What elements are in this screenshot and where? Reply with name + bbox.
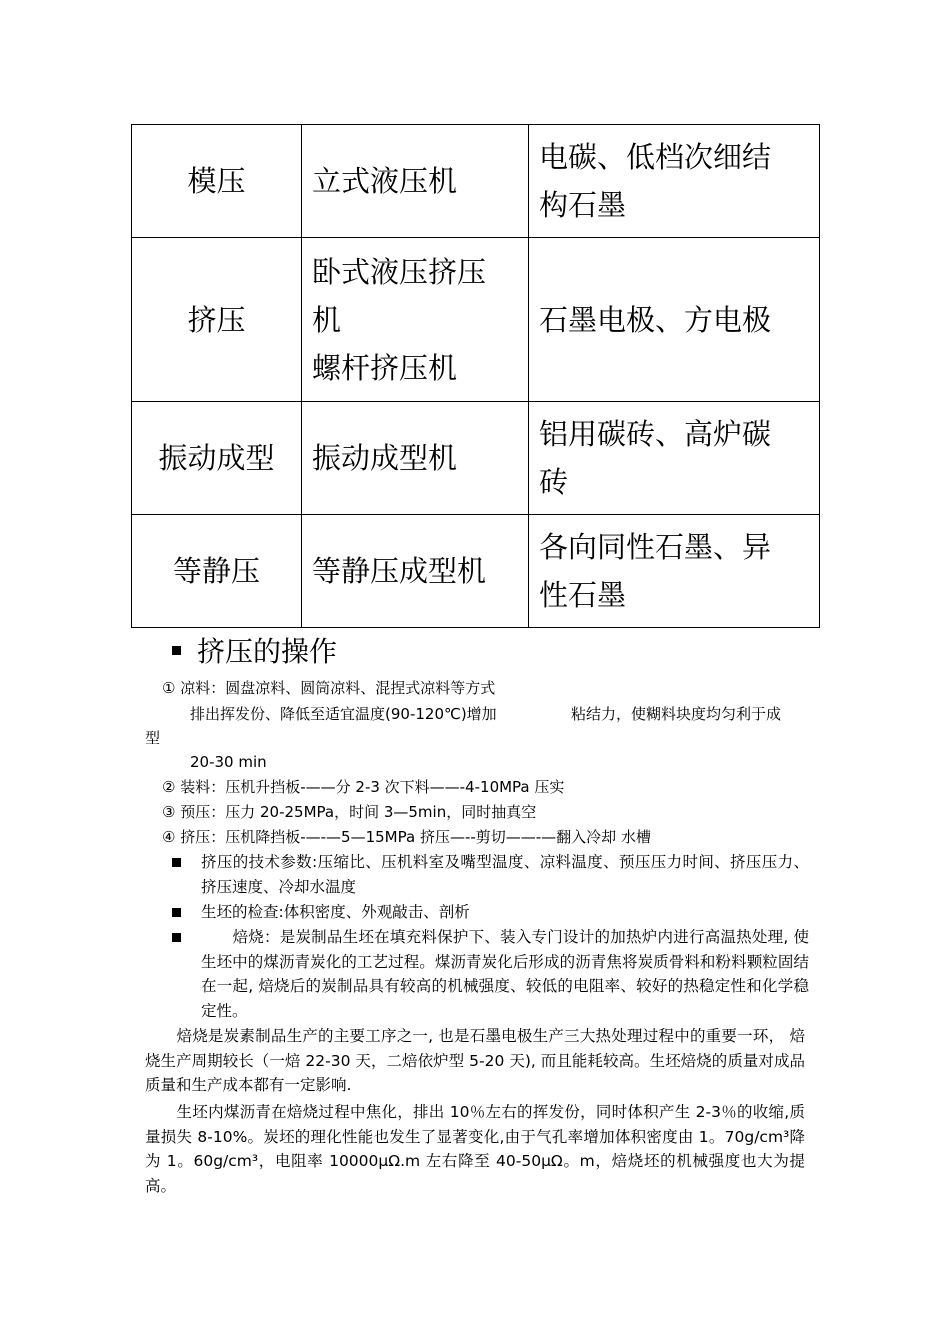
- method-cell: 挤压: [132, 238, 302, 402]
- forming-methods-table: [131, 124, 820, 628]
- products-line: 各向同性石墨、异: [539, 530, 772, 564]
- step-3-line: ③ 预压：压力 20-25MPa，时间 3—5min，同时抽真空: [162, 803, 537, 821]
- equipment-cell: [302, 515, 529, 628]
- table-row: [132, 515, 820, 628]
- bullet-item: [172, 900, 812, 925]
- method-cell: 振动成型: [132, 402, 302, 515]
- products-line: 石墨电极、方电极: [539, 302, 772, 337]
- method-cell: 等静压: [132, 515, 302, 628]
- equipment-line: 振动成型机: [312, 441, 458, 475]
- equipment-line: 卧式液压挤压: [312, 254, 487, 289]
- step-4-line: ④ 挤压：压机降挡板-—-—5—15MPa 挤压—--剪切——-—翻入冷却 水槽: [162, 828, 651, 846]
- step-1-detail-wrap: 型: [145, 729, 161, 747]
- products-line: 砖: [539, 465, 569, 499]
- bullet-text: 生坯的检查:体积密度、外观敲击、剖析: [201, 903, 470, 921]
- equipment-line: 螺杆挤压机: [312, 350, 458, 385]
- step-1-line: ① 凉料：圆盘凉料、圆筒凉料、混捏式凉料等方式: [162, 679, 496, 697]
- square-bullet-icon: [172, 858, 181, 867]
- products-line: 构石墨: [539, 188, 627, 222]
- table-row: [132, 238, 820, 402]
- products-cell: [529, 238, 820, 402]
- section-heading-text: 挤压的操作: [197, 635, 338, 668]
- equipment-line: 立式液压机: [312, 164, 458, 198]
- method-cell: 模压: [132, 125, 302, 238]
- equipment-cell: [302, 402, 529, 515]
- step-1-detail-cont: 粘结力，使糊料块度均匀利于成: [571, 705, 782, 723]
- products-cell: [529, 402, 820, 515]
- table-row: [132, 402, 820, 515]
- products-line: 电碳、低档次细结: [539, 140, 772, 174]
- equipment-cell: [302, 125, 529, 238]
- equipment-line: 机: [312, 302, 342, 337]
- bullet-item: [172, 850, 812, 900]
- table-row: [132, 125, 820, 238]
- square-bullet-icon: [172, 908, 181, 917]
- step-1-detail: 排出挥发份、降低至适宜温度(90-120℃)增加: [190, 705, 497, 723]
- paragraph: 焙烧是炭素制品生产的主要工序之一, 也是石墨电极生产三大热处理过程中的重要一环， 焙烧生产周期较长（一焙 22-30 天，二焙依炉型 5-20 天), 而且能耗较高。生坯焙烧的质量对成品质量和生产成本都有一定影响.: [145, 1027, 805, 1094]
- paragraph: 生坯内煤沥青在焙烧过程中焦化，排出 10％左右的挥发份，同时体积产生 2-3％的收缩,质量损失 8-10%。炭坯的理化性能也发生了显著变化,由于气孔率增加体积密度由 1。70g/cm³降为 1。60g/cm³，电阻率 10000μΩ.m 左右降至 40-50μΩ。m，焙烧坯的机械强度也大为提高。: [145, 1103, 805, 1195]
- equipment-line: 等静压成型机: [312, 554, 487, 588]
- bullet-item: [172, 925, 812, 1025]
- bullet-text: 挤压的技术参数:压缩比、压机料室及嘴型温度、凉料温度、预压压力时间、挤压压力、挤压速度、冷却水温度: [201, 853, 809, 896]
- section-heading: [172, 632, 337, 672]
- step-2-line: ② 装料：压机升挡板-——分 2-3 次下料——-4-10MPa 压实: [162, 778, 565, 796]
- products-cell: [529, 515, 820, 628]
- square-bullet-icon: [172, 646, 181, 655]
- step-1-time: 20-30 min: [190, 753, 267, 771]
- products-line: 铝用碳砖、高炉碳: [539, 417, 772, 451]
- products-line: 性石墨: [539, 578, 627, 612]
- products-cell: [529, 125, 820, 238]
- square-bullet-icon: [172, 933, 181, 942]
- equipment-cell: [302, 238, 529, 402]
- bullet-text: 焙烧：是炭制品生坯在填充料保护下、装入专门设计的加热炉内进行高温热处理, 使生坯中的煤沥青炭化的工艺过程。煤沥青炭化后形成的沥青焦将炭质骨料和粉料颗粒固结在一起, 焙烧后的炭制品具有较高的机械强度、较低的电阻率、较好的热稳定性和化学稳定性。: [201, 928, 809, 1020]
